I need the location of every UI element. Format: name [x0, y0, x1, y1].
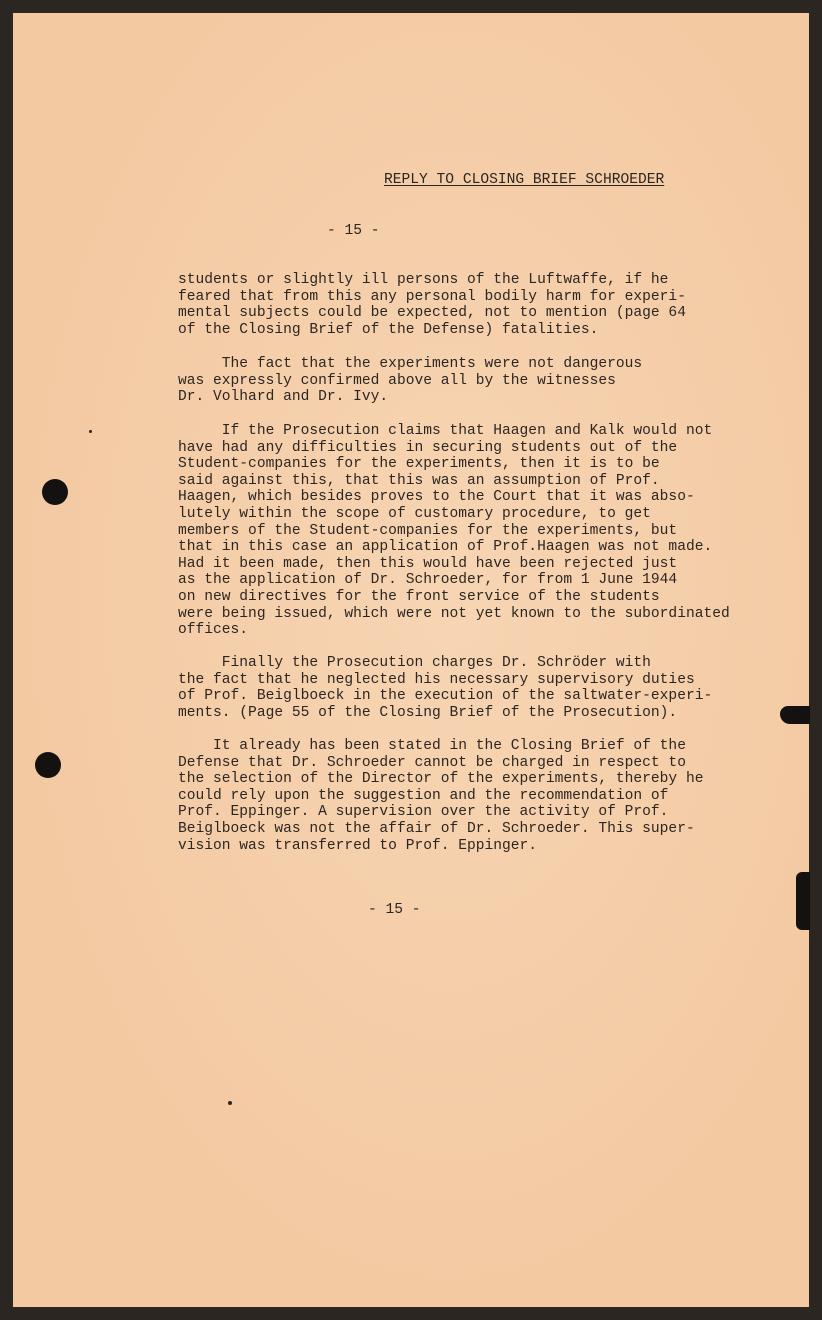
text-line: that in this case an application of Prof.Haagen was not made.: [178, 539, 713, 556]
text-line: If the Prosecution claims that Haagen and Kalk would not: [178, 423, 713, 439]
text-line: feared that from this any personal bodily harm for experi-: [178, 288, 686, 305]
text-line: lutely within the scope of customary procedure, to get: [178, 505, 651, 522]
text-line: of Prof. Beiglboeck in the execution of the saltwater-experi-: [178, 688, 713, 705]
text-line: could rely upon the suggestion and the recommendation of: [178, 787, 669, 804]
text-line: Prof. Eppinger. A supervision over the activity of Prof.: [178, 804, 669, 821]
ink-speck: [228, 1101, 232, 1105]
body-paragraph-2: [178, 356, 642, 406]
text-line: students or slightly ill persons of the Luftwaffe, if he: [178, 272, 669, 288]
text-line: on new directives for the front service of the students: [178, 588, 660, 605]
text-line: members of the Student-companies for the experiments, but: [178, 522, 678, 539]
text-line: mental subjects could be expected, not to mention (page 64: [178, 305, 686, 322]
text-line: Defense that Dr. Schroeder cannot be charged in respect to: [178, 754, 686, 771]
body-paragraph-1: [178, 272, 686, 338]
body-paragraph-3: [178, 423, 730, 639]
text-line: It already has been stated in the Closing Brief of the: [178, 738, 686, 754]
text-line: Beiglboeck was not the affair of Dr. Schroeder. This super-: [178, 820, 695, 837]
ink-speck: [89, 430, 92, 433]
text-line: Dr. Volhard and Dr. Ivy.: [178, 389, 389, 406]
text-line: was expressly confirmed above all by the witnesses: [178, 372, 616, 389]
text-line: said against this, that this was an assumption of Prof.: [178, 472, 660, 489]
text-line: were being issued, which were not yet known to the subordinated: [178, 605, 730, 622]
text-line: of the Closing Brief of the Defense) fatalities.: [178, 321, 599, 338]
text-line: have had any difficulties in securing students out of the: [178, 439, 678, 456]
text-line: as the application of Dr. Schroeder, for from 1 June 1944: [178, 572, 678, 589]
page-number-top: - 15 -: [327, 223, 380, 239]
text-line: vision was transferred to Prof. Eppinger.: [178, 837, 538, 854]
punch-hole-top: [42, 479, 68, 505]
text-line: The fact that the experiments were not dangerous: [178, 356, 643, 372]
text-line: Student-companies for the experiments, then it is to be: [178, 456, 660, 473]
punch-hole-bottom: [35, 752, 61, 778]
page-number-bottom: - 15 -: [368, 902, 421, 918]
text-line: offices.: [178, 622, 249, 639]
text-line: Had it been made, then this would have been rejected just: [178, 555, 678, 572]
body-paragraph-5: [178, 738, 703, 854]
text-line: Haagen, which besides proves to the Court that it was abso-: [178, 489, 695, 506]
text-line: ments. (Page 55 of the Closing Brief of the Prosecution).: [178, 704, 678, 721]
text-line: the fact that he neglected his necessary supervisory duties: [178, 671, 695, 688]
body-paragraph-4: [178, 655, 712, 721]
text-line: the selection of the Director of the experiments, thereby he: [178, 771, 704, 788]
edge-tear-lower: [796, 872, 810, 930]
text-line: Finally the Prosecution charges Dr. Schröder with: [178, 655, 651, 671]
document-header-title: REPLY TO CLOSING BRIEF SCHROEDER: [384, 172, 665, 188]
edge-tear-upper: [780, 706, 810, 724]
